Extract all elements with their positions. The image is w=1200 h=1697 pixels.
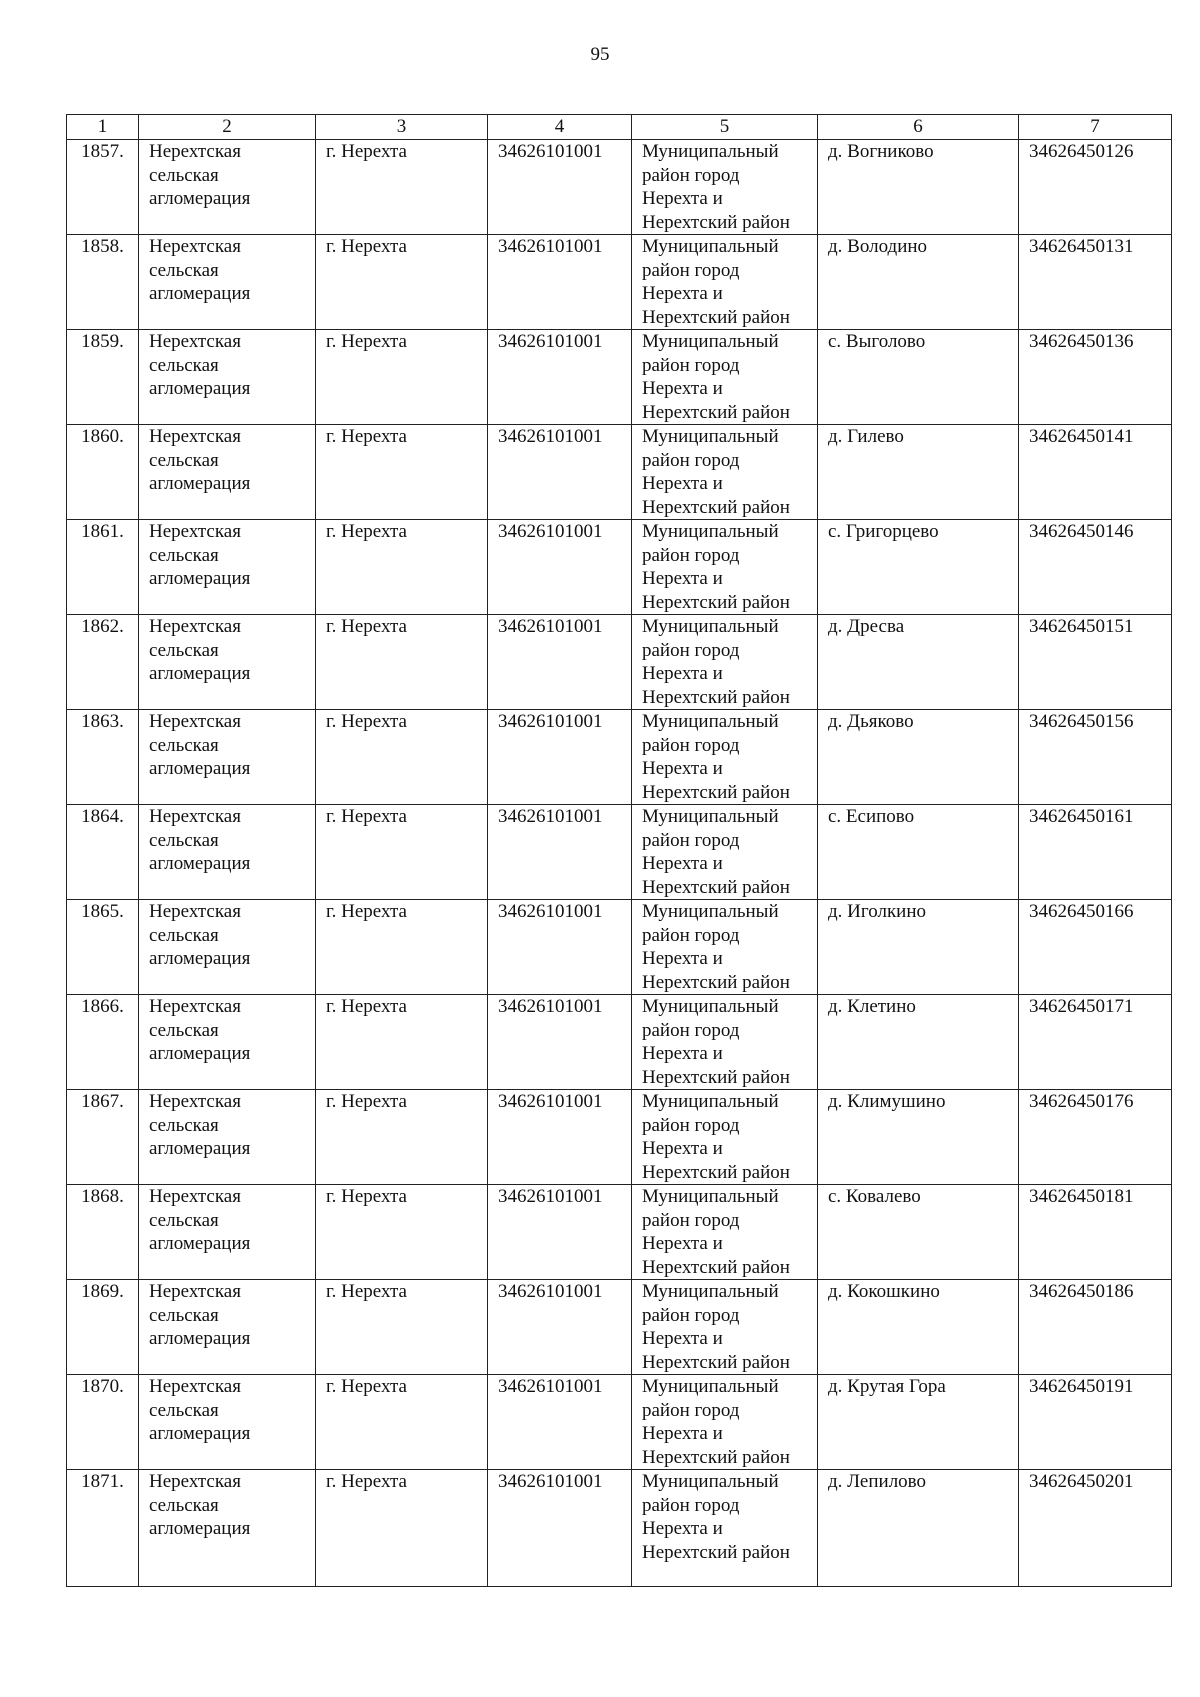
district-cell-line: район город [642, 734, 740, 756]
district-cell-line: район город [642, 164, 740, 186]
district-cell-line: Нерехтский район [642, 781, 790, 803]
row-number-cell: 1861. [67, 520, 139, 615]
district-cell-line: Муниципальный [642, 141, 779, 162]
settlement-code-cell: 34626450191 [1019, 1375, 1172, 1470]
district-cell-line: Нерехтский район [642, 496, 790, 518]
table-row [67, 1280, 1172, 1375]
page-number: 95 [590, 44, 610, 65]
settlement-code-cell: 34626450166 [1019, 900, 1172, 995]
row-number-cell: 1871. [67, 1470, 139, 1587]
district-cell-line: Муниципальный [642, 996, 779, 1017]
district-cell-line: Нерехтский район [642, 971, 790, 993]
district-cell-line: Нерехта и [642, 758, 723, 779]
district-cell-line: район город [642, 1209, 740, 1231]
table-row [67, 900, 1172, 995]
city-cell: г. Нерехта [316, 710, 488, 805]
district-cell [632, 235, 818, 330]
agglomeration-cell [139, 235, 316, 330]
row-number-cell: 1867. [67, 1090, 139, 1185]
district-cell-line: Нерехта и [642, 1423, 723, 1444]
table-row [67, 425, 1172, 520]
district-cell-line: Муниципальный [642, 1091, 779, 1112]
district-cell-line: Нерехтский район [642, 1541, 790, 1563]
agglomeration-cell [139, 1470, 316, 1587]
agglomeration-cell [139, 520, 316, 615]
district-cell [632, 710, 818, 805]
settlement-cell: д. Климушино [818, 1090, 1019, 1185]
city-cell: г. Нерехта [316, 140, 488, 235]
city-cell: г. Нерехта [316, 805, 488, 900]
district-cell-line: Муниципальный [642, 901, 779, 922]
row-number-cell: 1866. [67, 995, 139, 1090]
district-cell [632, 805, 818, 900]
agglomeration-cell-line: Нерехтская [149, 711, 241, 732]
agglomeration-cell-line: сельская [149, 449, 219, 471]
district-cell-line: Муниципальный [642, 806, 779, 827]
settlement-code-cell: 34626450131 [1019, 235, 1172, 330]
city-code-cell: 34626101001 [488, 710, 632, 805]
table-row [67, 710, 1172, 805]
table-header [67, 115, 1172, 140]
settlement-cell: с. Есипово [818, 805, 1019, 900]
district-cell-line: Нерехтский район [642, 876, 790, 898]
settlement-code-cell: 34626450171 [1019, 995, 1172, 1090]
agglomeration-cell [139, 710, 316, 805]
settlement-cell: д. Крутая Гора [818, 1375, 1019, 1470]
district-cell [632, 140, 818, 235]
city-cell: г. Нерехта [316, 235, 488, 330]
settlement-cell: д. Володино [818, 235, 1019, 330]
column-header-7: 7 [1019, 115, 1172, 140]
agglomeration-cell-line: Нерехтская [149, 1471, 241, 1492]
table-row [67, 140, 1172, 235]
district-cell-line: Нерехта и [642, 568, 723, 589]
city-code-cell: 34626101001 [488, 805, 632, 900]
city-cell: г. Нерехта [316, 1185, 488, 1280]
district-cell-line: район город [642, 829, 740, 851]
district-cell-line: Муниципальный [642, 1471, 779, 1492]
district-cell-line: Нерехтский район [642, 686, 790, 708]
agglomeration-cell-line: Нерехтская [149, 1281, 241, 1302]
column-header-5: 5 [632, 115, 818, 140]
settlement-code-cell: 34626450146 [1019, 520, 1172, 615]
district-cell [632, 1185, 818, 1280]
table-row [67, 1090, 1172, 1185]
agglomeration-cell-line: агломерация [149, 1043, 251, 1064]
agglomeration-cell [139, 900, 316, 995]
city-code-cell: 34626101001 [488, 995, 632, 1090]
settlement-code-cell: 34626450156 [1019, 710, 1172, 805]
settlement-code-cell: 34626450151 [1019, 615, 1172, 710]
table-row [67, 235, 1172, 330]
city-code-cell: 34626101001 [488, 1090, 632, 1185]
district-cell-line: Нерехтский район [642, 401, 790, 423]
district-cell-line: Муниципальный [642, 521, 779, 542]
city-code-cell: 34626101001 [488, 425, 632, 520]
row-number-cell: 1858. [67, 235, 139, 330]
city-code-cell: 34626101001 [488, 1280, 632, 1375]
agglomeration-cell [139, 995, 316, 1090]
city-cell: г. Нерехта [316, 425, 488, 520]
agglomeration-cell-line: сельская [149, 924, 219, 946]
district-cell-line: Муниципальный [642, 426, 779, 447]
district-cell [632, 900, 818, 995]
table-row [67, 615, 1172, 710]
district-cell-line: Нерехта и [642, 948, 723, 969]
city-code-cell: 34626101001 [488, 520, 632, 615]
agglomeration-cell-line: сельская [149, 1019, 219, 1041]
agglomeration-cell [139, 615, 316, 710]
agglomeration-cell [139, 1280, 316, 1375]
district-cell-line: район город [642, 924, 740, 946]
district-cell-line: Муниципальный [642, 616, 779, 637]
city-cell: г. Нерехта [316, 1470, 488, 1587]
district-cell-line: Нерехта и [642, 663, 723, 684]
settlement-cell: с. Ковалево [818, 1185, 1019, 1280]
agglomeration-cell-line: агломерация [149, 568, 251, 589]
city-code-cell: 34626101001 [488, 330, 632, 425]
settlement-cell: д. Иголкино [818, 900, 1019, 995]
district-cell [632, 1470, 818, 1587]
row-number-cell: 1865. [67, 900, 139, 995]
registry-table [66, 114, 1172, 1587]
agglomeration-cell-line: Нерехтская [149, 1376, 241, 1397]
agglomeration-cell-line: Нерехтская [149, 236, 241, 257]
agglomeration-cell-line: сельская [149, 829, 219, 851]
agglomeration-cell-line: агломерация [149, 758, 251, 779]
column-header-4: 4 [488, 115, 632, 140]
city-code-cell: 34626101001 [488, 140, 632, 235]
city-cell: г. Нерехта [316, 330, 488, 425]
district-cell-line: Нерехта и [642, 1328, 723, 1349]
table-row [67, 1185, 1172, 1280]
agglomeration-cell [139, 1375, 316, 1470]
agglomeration-cell-line: агломерация [149, 283, 251, 304]
agglomeration-cell-line: сельская [149, 1399, 219, 1421]
settlement-code-cell: 34626450141 [1019, 425, 1172, 520]
settlement-cell: д. Гилево [818, 425, 1019, 520]
agglomeration-cell [139, 330, 316, 425]
agglomeration-cell-line: Нерехтская [149, 901, 241, 922]
settlement-code-cell: 34626450136 [1019, 330, 1172, 425]
district-cell-line: Муниципальный [642, 236, 779, 257]
row-number-cell: 1863. [67, 710, 139, 805]
agglomeration-cell-line: Нерехтская [149, 996, 241, 1017]
district-cell-line: район город [642, 1399, 740, 1421]
city-cell: г. Нерехта [316, 995, 488, 1090]
settlement-code-cell: 34626450176 [1019, 1090, 1172, 1185]
settlement-cell: д. Вогниково [818, 140, 1019, 235]
district-cell-line: Нерехтский район [642, 591, 790, 613]
row-number-cell: 1869. [67, 1280, 139, 1375]
district-cell-line: Нерехтский район [642, 1066, 790, 1088]
agglomeration-cell-line: Нерехтская [149, 1186, 241, 1207]
agglomeration-cell [139, 1090, 316, 1185]
settlement-code-cell: 34626450201 [1019, 1470, 1172, 1587]
city-code-cell: 34626101001 [488, 1185, 632, 1280]
agglomeration-cell-line: агломерация [149, 473, 251, 494]
agglomeration-cell-line: агломерация [149, 1138, 251, 1159]
district-cell-line: Нерехта и [642, 283, 723, 304]
table-row [67, 1375, 1172, 1470]
settlement-cell: д. Дресва [818, 615, 1019, 710]
agglomeration-cell-line: сельская [149, 1494, 219, 1516]
district-cell-line: район город [642, 1494, 740, 1516]
agglomeration-cell-line: агломерация [149, 1423, 251, 1444]
agglomeration-cell-line: сельская [149, 259, 219, 281]
agglomeration-cell [139, 805, 316, 900]
settlement-code-cell: 34626450181 [1019, 1185, 1172, 1280]
header-row [67, 115, 1172, 140]
row-number-cell: 1857. [67, 140, 139, 235]
agglomeration-cell-line: Нерехтская [149, 426, 241, 447]
row-number-cell: 1868. [67, 1185, 139, 1280]
city-cell: г. Нерехта [316, 615, 488, 710]
city-cell: г. Нерехта [316, 1090, 488, 1185]
district-cell-line: Муниципальный [642, 1376, 779, 1397]
district-cell-line: Нерехтский район [642, 1256, 790, 1278]
agglomeration-cell-line: агломерация [149, 663, 251, 684]
agglomeration-cell-line: агломерация [149, 1233, 251, 1254]
agglomeration-cell-line: Нерехтская [149, 141, 241, 162]
district-cell-line: Нерехта и [642, 473, 723, 494]
district-cell-line: Нерехтский район [642, 1161, 790, 1183]
district-cell [632, 330, 818, 425]
district-cell [632, 995, 818, 1090]
column-header-1: 1 [67, 115, 139, 140]
district-cell-line: Нерехтский район [642, 1351, 790, 1373]
table-row [67, 330, 1172, 425]
city-cell: г. Нерехта [316, 1375, 488, 1470]
settlement-cell: д. Клетино [818, 995, 1019, 1090]
agglomeration-cell-line: сельская [149, 734, 219, 756]
settlement-code-cell: 34626450186 [1019, 1280, 1172, 1375]
agglomeration-cell-line: сельская [149, 1114, 219, 1136]
district-cell-line: Нерехта и [642, 378, 723, 399]
agglomeration-cell-line: сельская [149, 1304, 219, 1326]
district-cell-line: район город [642, 259, 740, 281]
district-cell-line: район город [642, 1019, 740, 1041]
district-cell-line: Муниципальный [642, 711, 779, 732]
agglomeration-cell-line: Нерехтская [149, 331, 241, 352]
agglomeration-cell [139, 425, 316, 520]
agglomeration-cell-line: сельская [149, 164, 219, 186]
row-number-cell: 1860. [67, 425, 139, 520]
table-row [67, 1470, 1172, 1587]
agglomeration-cell [139, 140, 316, 235]
district-cell-line: Нерехтский район [642, 1446, 790, 1468]
district-cell [632, 520, 818, 615]
agglomeration-cell-line: агломерация [149, 188, 251, 209]
district-cell-line: Нерехта и [642, 1138, 723, 1159]
district-cell-line: Нерехта и [642, 188, 723, 209]
district-cell-line: район город [642, 1114, 740, 1136]
district-cell-line: Нерехтский район [642, 211, 790, 233]
column-header-6: 6 [818, 115, 1019, 140]
row-number-cell: 1870. [67, 1375, 139, 1470]
district-cell [632, 615, 818, 710]
district-cell [632, 1375, 818, 1470]
district-cell-line: Муниципальный [642, 1281, 779, 1302]
settlement-code-cell: 34626450126 [1019, 140, 1172, 235]
row-number-cell: 1859. [67, 330, 139, 425]
district-cell [632, 425, 818, 520]
table-row [67, 995, 1172, 1090]
city-code-cell: 34626101001 [488, 1470, 632, 1587]
district-cell [632, 1090, 818, 1185]
agglomeration-cell-line: сельская [149, 639, 219, 661]
city-code-cell: 34626101001 [488, 1375, 632, 1470]
city-code-cell: 34626101001 [488, 900, 632, 995]
district-cell-line: Нерехта и [642, 1043, 723, 1064]
district-cell-line: район город [642, 544, 740, 566]
district-cell-line: район город [642, 449, 740, 471]
district-cell-line: район город [642, 639, 740, 661]
district-cell-line: Нерехтский район [642, 306, 790, 328]
district-cell-line: район город [642, 1304, 740, 1326]
column-header-2: 2 [139, 115, 316, 140]
city-code-cell: 34626101001 [488, 615, 632, 710]
settlement-cell: с. Григорцево [818, 520, 1019, 615]
district-cell-line: Нерехта и [642, 1518, 723, 1539]
agglomeration-cell-line: агломерация [149, 853, 251, 874]
agglomeration-cell-line: агломерация [149, 948, 251, 969]
agglomeration-cell [139, 1185, 316, 1280]
settlement-code-cell: 34626450161 [1019, 805, 1172, 900]
table-row [67, 520, 1172, 615]
agglomeration-cell-line: сельская [149, 1209, 219, 1231]
settlement-cell: с. Выголово [818, 330, 1019, 425]
table-body [67, 140, 1172, 1587]
agglomeration-cell-line: Нерехтская [149, 616, 241, 637]
settlement-cell: д. Лепилово [818, 1470, 1019, 1587]
city-cell: г. Нерехта [316, 1280, 488, 1375]
city-cell: г. Нерехта [316, 900, 488, 995]
agglomeration-cell-line: сельская [149, 354, 219, 376]
row-number-cell: 1864. [67, 805, 139, 900]
table-row [67, 805, 1172, 900]
agglomeration-cell-line: агломерация [149, 1328, 251, 1349]
agglomeration-cell-line: Нерехтская [149, 806, 241, 827]
city-code-cell: 34626101001 [488, 235, 632, 330]
district-cell-line: район город [642, 354, 740, 376]
agglomeration-cell-line: сельская [149, 544, 219, 566]
district-cell-line: Муниципальный [642, 1186, 779, 1207]
settlement-cell: д. Дьяково [818, 710, 1019, 805]
district-cell [632, 1280, 818, 1375]
city-cell: г. Нерехта [316, 520, 488, 615]
row-number-cell: 1862. [67, 615, 139, 710]
column-header-3: 3 [316, 115, 488, 140]
agglomeration-cell-line: агломерация [149, 1518, 251, 1539]
district-cell-line: Нерехта и [642, 853, 723, 874]
settlement-cell: д. Кокошкино [818, 1280, 1019, 1375]
agglomeration-cell-line: агломерация [149, 378, 251, 399]
district-cell-line: Нерехта и [642, 1233, 723, 1254]
district-cell-line: Муниципальный [642, 331, 779, 352]
agglomeration-cell-line: Нерехтская [149, 521, 241, 542]
agglomeration-cell-line: Нерехтская [149, 1091, 241, 1112]
